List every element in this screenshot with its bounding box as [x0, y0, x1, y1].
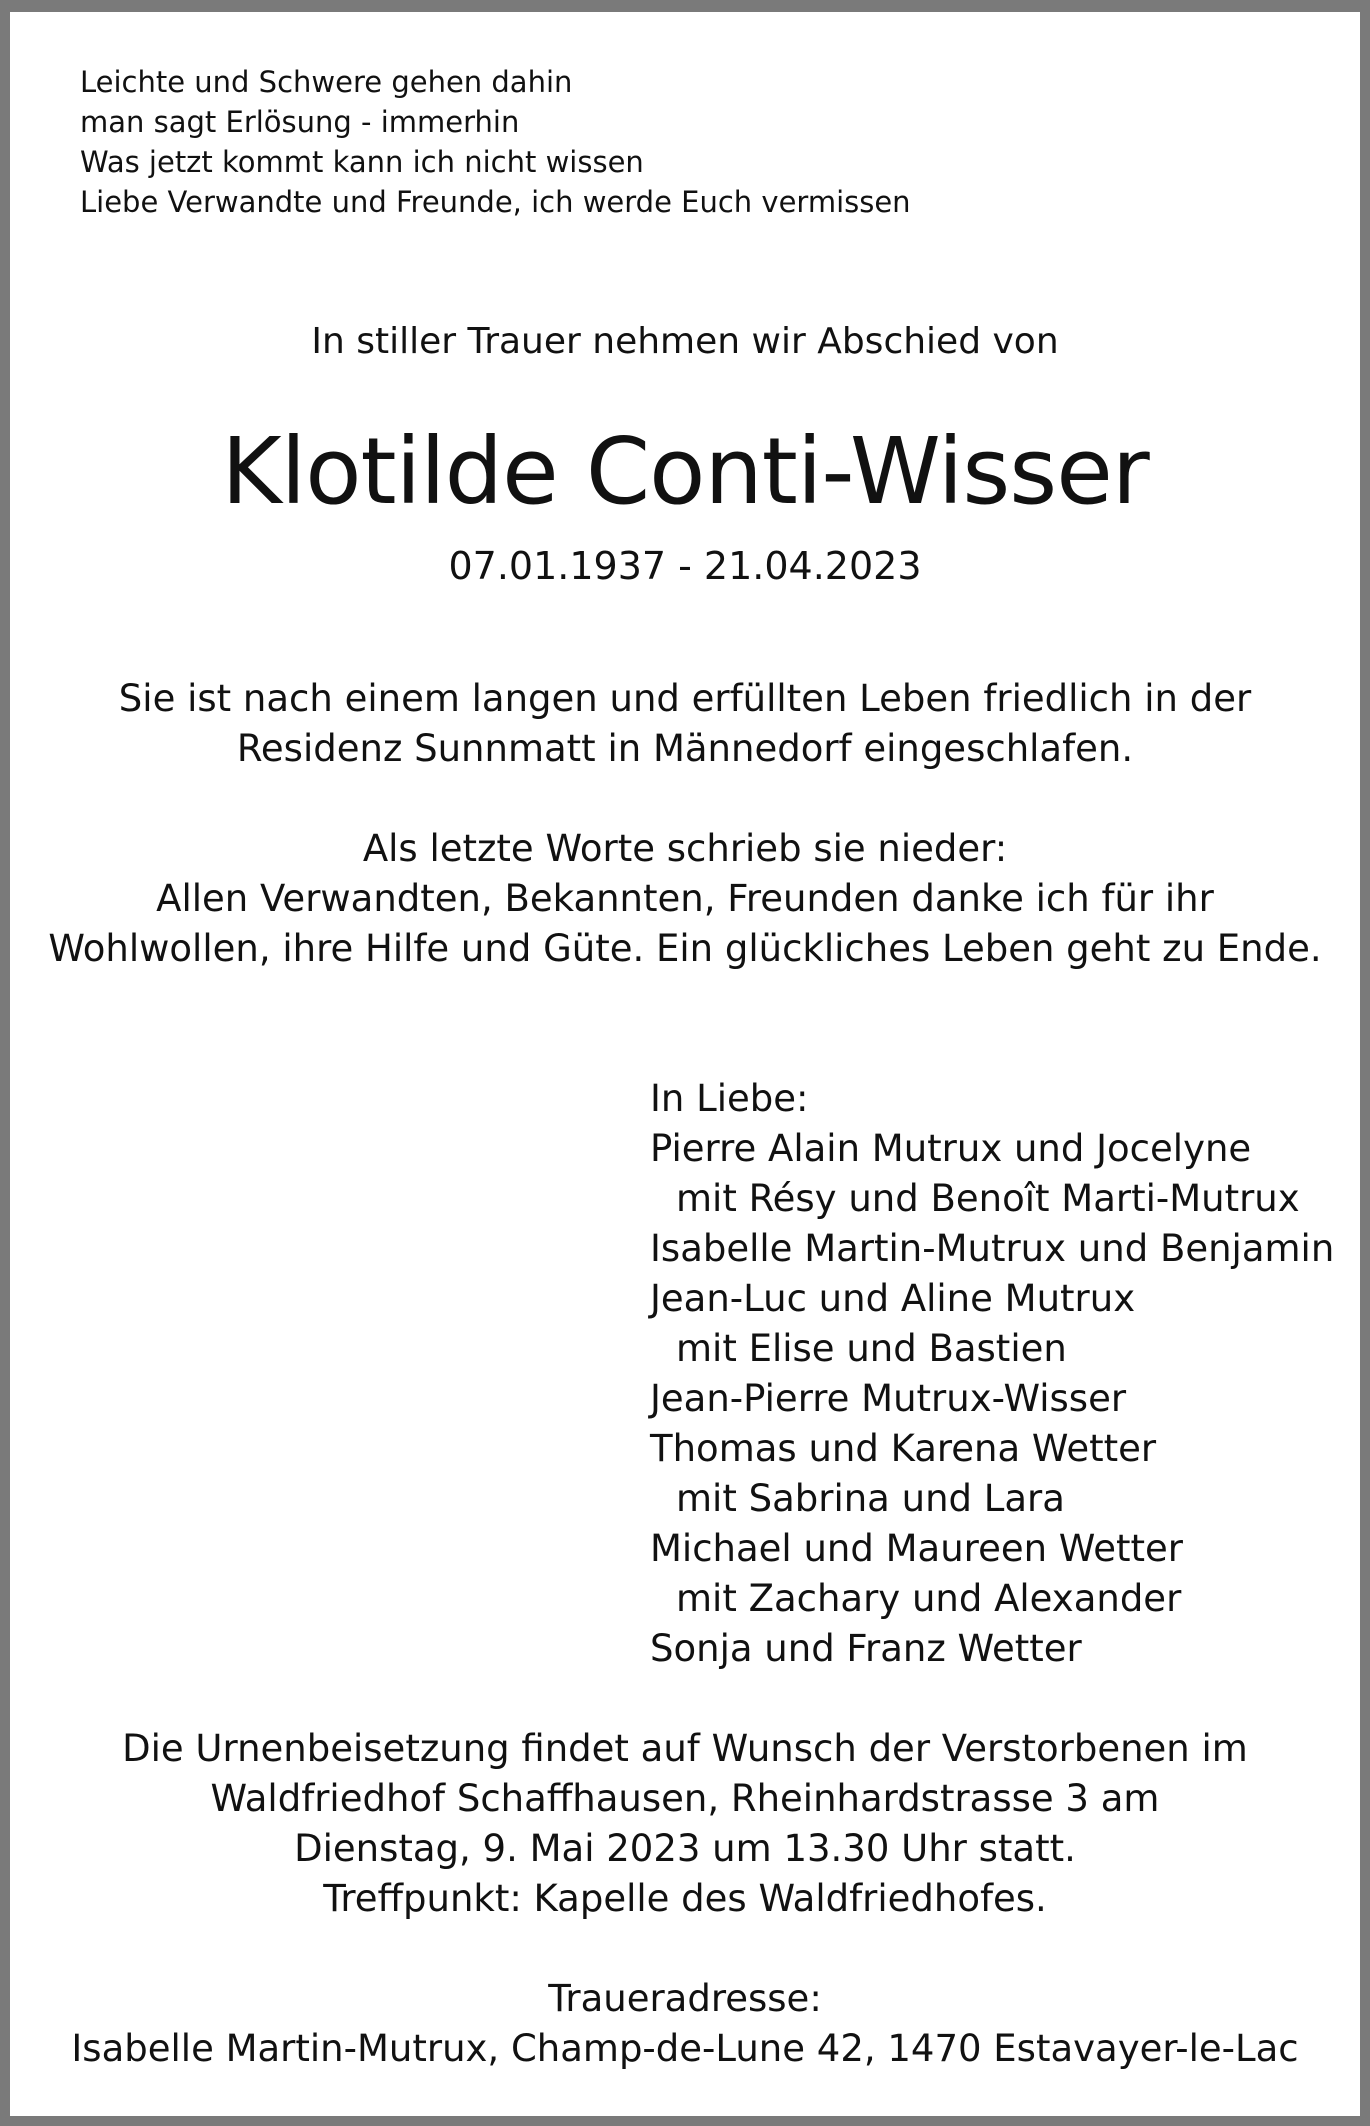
paragraph-line: Wohlwollen, ihre Hilfe und Güte. Ein glückliches Leben geht zu Ende.	[48, 927, 1322, 970]
mourner-line: Isabelle Martin-Mutrux und Benjamin	[650, 1227, 1335, 1270]
last-words-paragraph	[10, 824, 1360, 974]
mourner-line: mit Sabrina und Lara	[676, 1477, 1065, 1520]
mourners-list	[650, 1074, 1334, 1674]
mourner-line: Pierre Alain Mutrux und Jocelyne	[650, 1127, 1252, 1170]
mourner-line: Michael und Maureen Wetter	[650, 1527, 1183, 1570]
burial-line: Die Urnenbeisetzung findet auf Wunsch der Verstorbenen im	[122, 1727, 1248, 1770]
poem-line: Was jetzt kommt kann ich nicht wissen	[80, 145, 644, 179]
burial-info	[10, 1724, 1360, 1924]
paragraph-line: Allen Verwandten, Bekannten, Freunden danke ich für ihr	[156, 877, 1214, 920]
life-dates: 07.01.1937 - 21.04.2023	[448, 544, 922, 588]
mourner-line: Sonja und Franz Wetter	[650, 1627, 1082, 1670]
poem-line: Leichte und Schwere gehen dahin	[80, 65, 573, 99]
intro-text: In stiller Trauer nehmen wir Abschied von	[311, 321, 1059, 362]
mourner-line: mit Zachary und Alexander	[676, 1577, 1182, 1620]
mourner-line: Thomas und Karena Wetter	[650, 1427, 1157, 1470]
paragraph-line: Residenz Sunnmatt in Männedorf eingeschlafen.	[236, 727, 1134, 770]
mourning-address	[10, 1974, 1360, 2074]
obituary-sheet	[10, 12, 1360, 2116]
deceased-name: Klotilde Conti-Wisser	[221, 418, 1149, 525]
burial-line: Treffpunkt: Kapelle des Waldfriedhofes.	[323, 1877, 1047, 1920]
burial-line: Dienstag, 9. Mai 2023 um 13.30 Uhr statt.	[294, 1827, 1076, 1870]
poem-line: man sagt Erlösung - immerhin	[80, 105, 520, 139]
address-label: Traueradresse:	[548, 1977, 822, 2020]
poem	[80, 62, 911, 222]
paragraph-line: Als letzte Worte schrieb sie nieder:	[362, 827, 1008, 870]
address-value: Isabelle Martin-Mutrux, Champ-de-Lune 42, 1470 Estavayer-le-Lac	[71, 2027, 1299, 2070]
burial-line: Waldfriedhof Schaffhausen, Rheinhardstrasse 3 am	[210, 1777, 1160, 1820]
mourners-heading: In Liebe:	[650, 1077, 809, 1120]
paragraph-line: Sie ist nach einem langen und erfüllten Leben friedlich in der	[118, 677, 1252, 720]
mourner-line: mit Résy und Benoît Marti-Mutrux	[676, 1177, 1300, 1220]
mourner-line: mit Elise und Bastien	[676, 1327, 1067, 1370]
mourner-line: Jean-Luc und Aline Mutrux	[650, 1277, 1136, 1320]
poem-line: Liebe Verwandte und Freunde, ich werde Euch vermissen	[80, 185, 911, 219]
mourner-line: Jean-Pierre Mutrux-Wisser	[650, 1377, 1127, 1420]
passing-paragraph	[10, 674, 1360, 774]
